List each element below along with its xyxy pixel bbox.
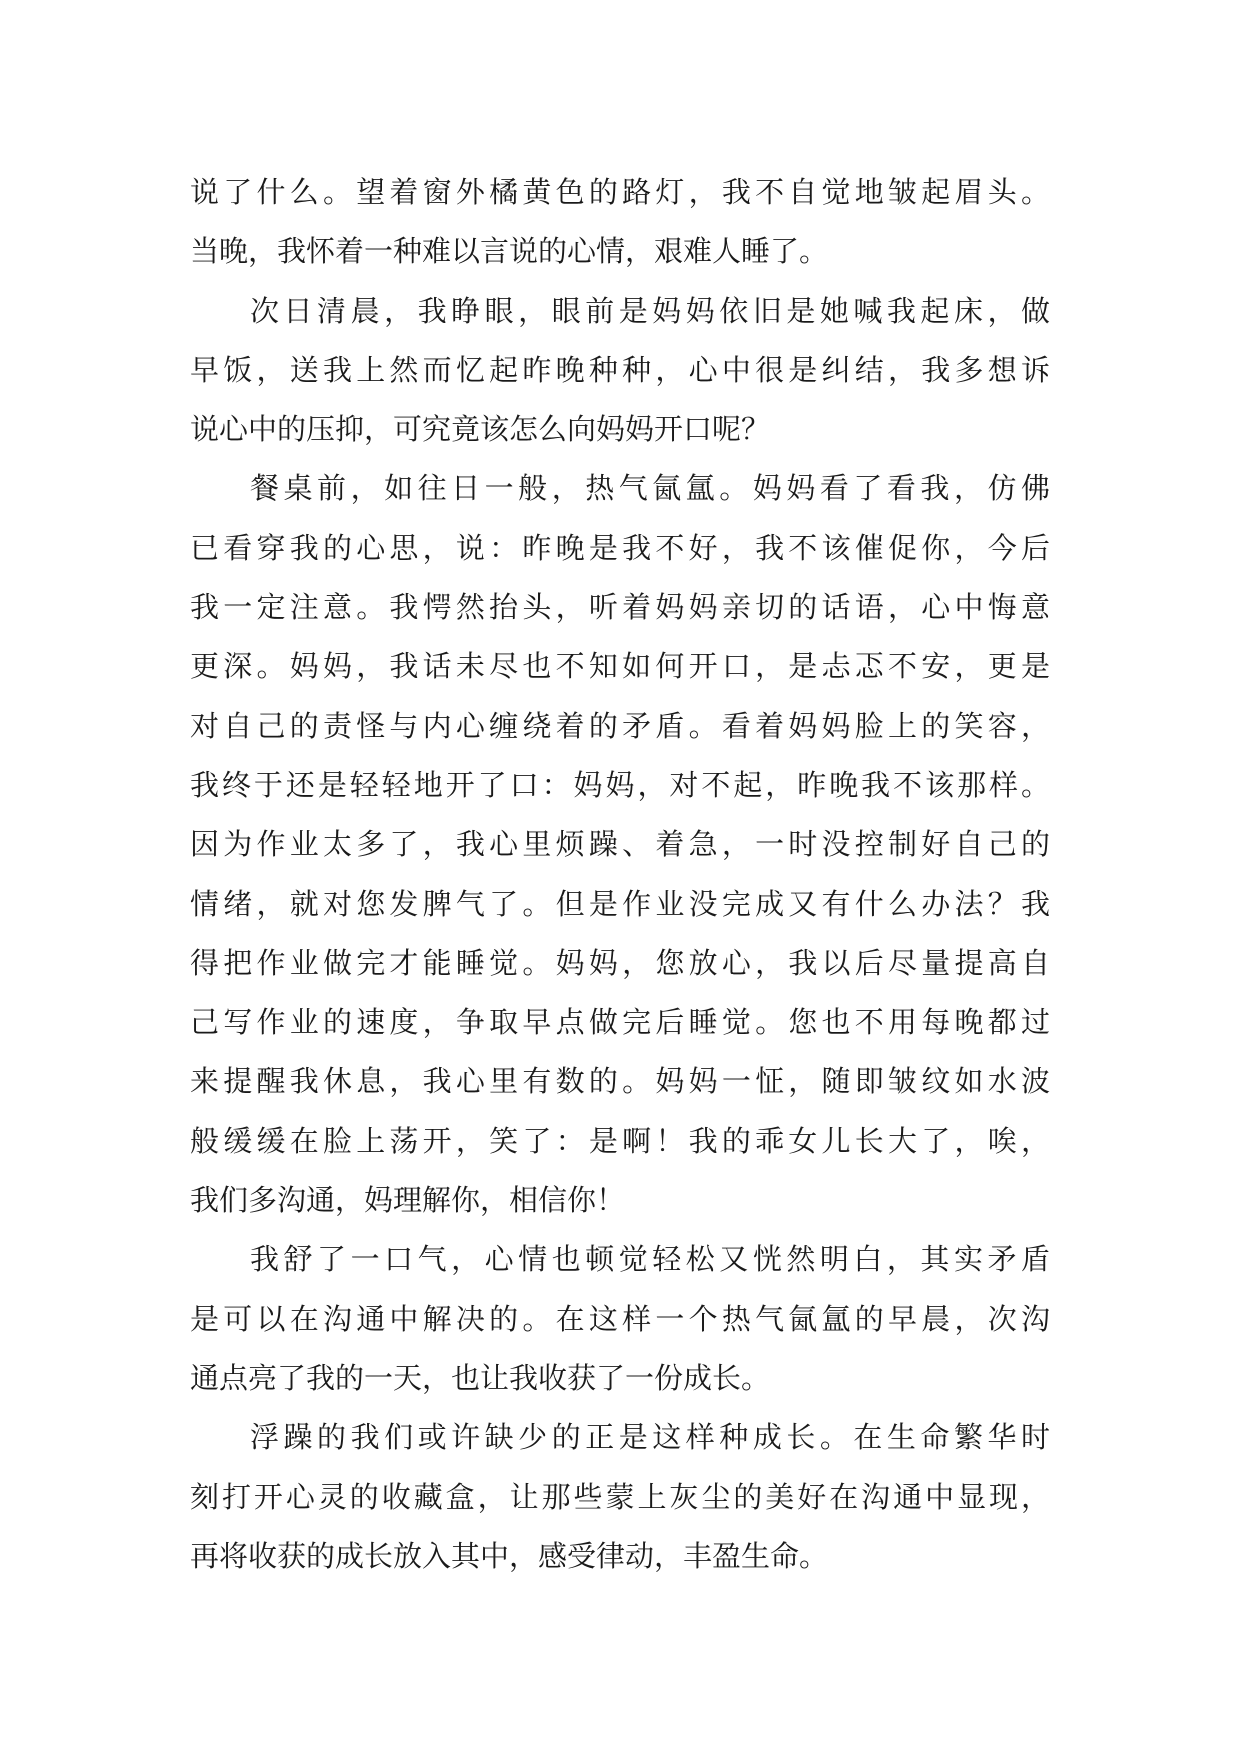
text-line: 浮躁的我们或许缺少的正是这样种成长。在生命繁华时 xyxy=(250,1420,1050,1455)
text-line: 是可以在沟通中解决的。在这样一个热气氤氲的早晨，次沟 xyxy=(190,1301,1050,1336)
paragraph-1 xyxy=(190,163,1050,282)
text-line: 说了什么。望着窗外橘黄色的路灯，我不自觉地皱起眉头。 xyxy=(190,175,1050,209)
text-line: 情绪，就对您发脾气了。但是作业没完成又有什么办法？我 xyxy=(190,886,1050,921)
text-line: 说心中的压抑，可究竟该怎么向妈妈开口呢？ xyxy=(190,412,771,447)
paragraph-2 xyxy=(190,282,1050,460)
paragraph-4 xyxy=(190,1230,1050,1408)
text-line: 我们多沟通，妈理解你，相信你！ xyxy=(190,1183,626,1218)
text-line: 当晚，我怀着一种难以言说的心情，艰难人睡了。 xyxy=(190,234,829,269)
text-line: 已看穿我的心思，说：昨晚是我不好，我不该催促你，今后 xyxy=(190,530,1050,565)
text-line: 通点亮了我的一天，也让我收获了一份成长。 xyxy=(190,1360,771,1395)
text-line: 早饭，送我上然而忆起昨晚种种，心中很是纠结，我多想诉 xyxy=(190,352,1050,387)
text-line: 刻打开心灵的收藏盒，让那些蒙上灰尘的美好在沟通中显现， xyxy=(190,1479,1050,1514)
text-line: 次日清晨，我睁眼，眼前是妈妈依旧是她喊我起床，做 xyxy=(250,293,1050,328)
text-line: 我终于还是轻轻地开了口：妈妈，对不起，昨晚我不该那样。 xyxy=(190,767,1050,802)
document-body xyxy=(190,163,1050,1586)
paragraph-3 xyxy=(190,459,1050,1230)
text-line: 对自己的责怪与内心缠绕着的矛盾。看着妈妈脸上的笑容， xyxy=(190,708,1050,743)
text-line: 我舒了一口气，心情也顿觉轻松又恍然明白，其实矛盾 xyxy=(250,1242,1050,1277)
text-line: 得把作业做完才能睡觉。妈妈，您放心，我以后尽量提高自 xyxy=(190,945,1050,980)
text-line: 更深。妈妈，我话未尽也不知如何开口，是忐忑不安，更是 xyxy=(190,649,1050,684)
text-line: 我一定注意。我愕然抬头，听着妈妈亲切的话语，心中悔意 xyxy=(190,590,1050,625)
text-line: 餐桌前，如往日一般，热气氤氲。妈妈看了看我，仿佛 xyxy=(250,471,1050,506)
text-line: 来提醒我休息，我心里有数的。妈妈一怔，随即皱纹如水波 xyxy=(190,1064,1050,1099)
text-line: 因为作业太多了，我心里烦躁、着急，一时没控制好自己的 xyxy=(190,827,1050,862)
text-line: 再将收获的成长放入其中，感受律动，丰盈生命。 xyxy=(190,1538,829,1573)
paragraph-5 xyxy=(190,1408,1050,1586)
text-line: 己写作业的速度，争取早点做完后睡觉。您也不用每晚都过 xyxy=(190,1005,1050,1040)
text-line: 般缓缓在脸上荡开，笑了：是啊！我的乖女儿长大了，唉， xyxy=(190,1123,1050,1158)
